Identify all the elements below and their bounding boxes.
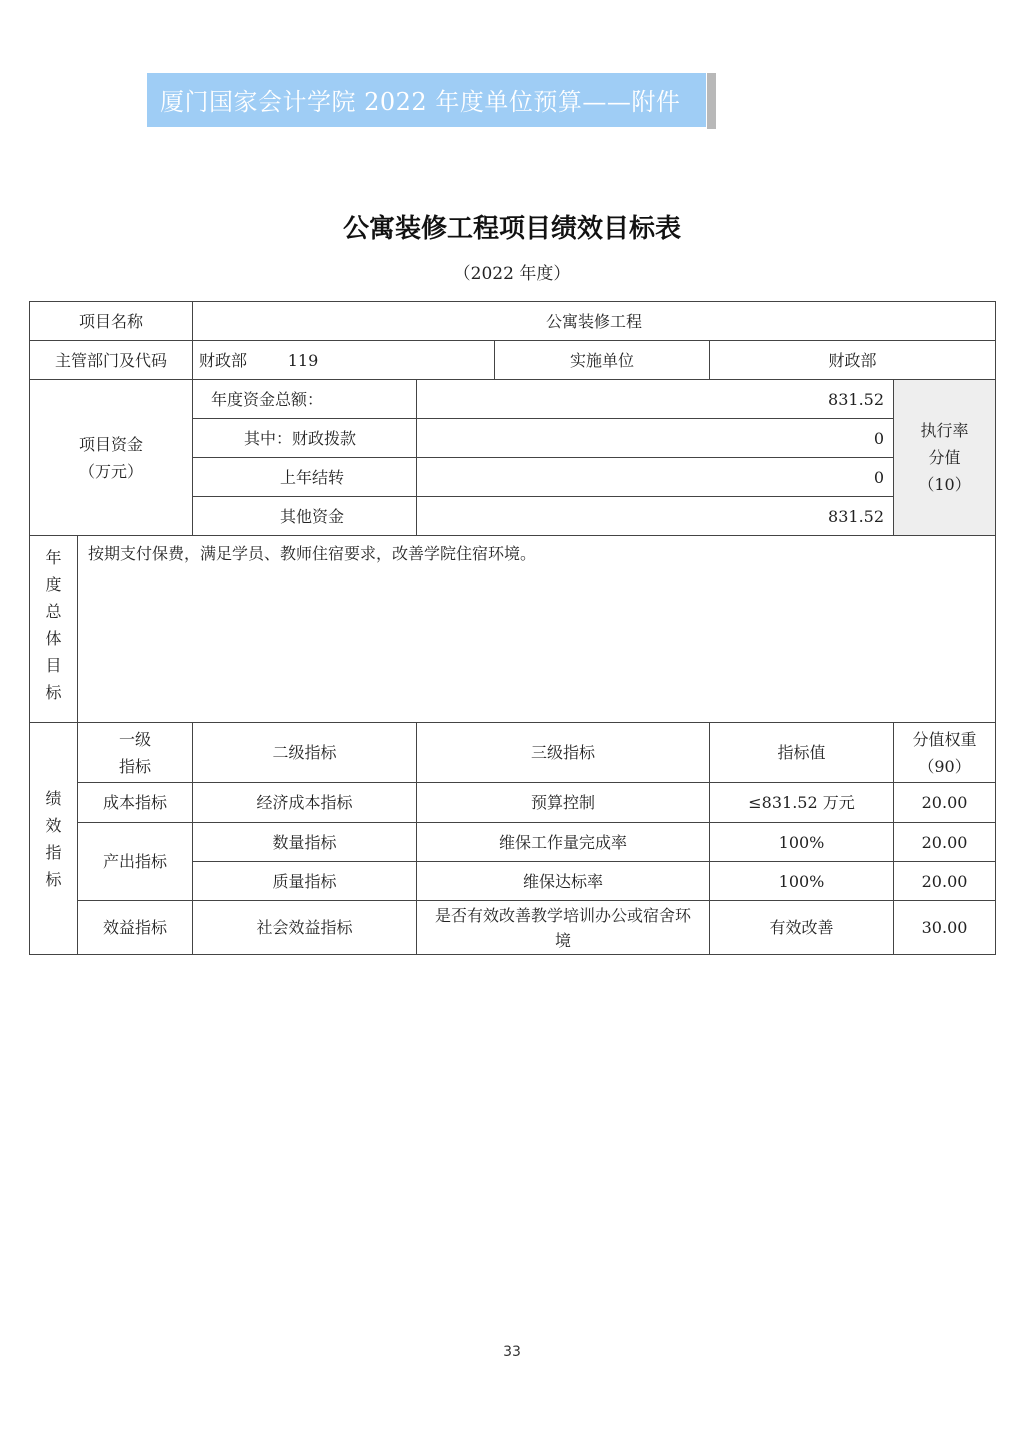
funds-other-value: 831.52: [417, 497, 894, 536]
row-level2: 数量指标: [193, 823, 417, 862]
annual-goal-row: [30, 536, 996, 723]
funds-carryover-label: 上年结转: [193, 458, 417, 497]
header-level1-line1: 一级: [119, 729, 152, 749]
row-level3: [417, 901, 710, 955]
header-weight-line2: （90）: [918, 756, 971, 776]
department-row: [30, 341, 996, 380]
project-funds-label: [30, 380, 193, 536]
header-banner-accent-bar: [707, 73, 716, 129]
table-row: [30, 901, 996, 955]
funds-fiscal-label: 其中：财政拨款: [193, 419, 417, 458]
annual-goal-label-text: 年度总体目标: [45, 548, 62, 702]
execution-rate-score: [894, 380, 996, 536]
annual-goal-label: [30, 536, 78, 723]
row-value: 有效改善: [710, 901, 894, 955]
row-level2: 质量指标: [193, 862, 417, 901]
implementing-unit-value: 财政部: [710, 341, 996, 380]
header-level1: [78, 723, 193, 783]
row-level2: 经济成本指标: [193, 783, 417, 823]
performance-indicators-label-text: 绩效指标: [45, 788, 62, 889]
row-level1: 效益指标: [78, 901, 193, 955]
row-weight: 30.00: [894, 901, 996, 955]
document-subtitle: （2022 年度）: [453, 264, 571, 284]
header-banner: [147, 73, 706, 127]
performance-indicators-label: [30, 723, 78, 955]
execution-rate-line1: 执行率: [920, 421, 969, 440]
row-value: 100%: [710, 823, 894, 862]
funds-total-value: 831.52: [417, 380, 894, 419]
row-level2: 社会效益指标: [193, 901, 417, 955]
row-level3-line1: 是否有效改善教学培训办公或宿舍环: [435, 905, 692, 925]
header-level1-line2: 指标: [119, 756, 152, 776]
row-level3: 维保工作量完成率: [417, 823, 710, 862]
page-number: 33: [503, 1344, 521, 1360]
header-weight-line1: 分值权重: [912, 729, 977, 749]
execution-rate-line2: 分值: [928, 448, 961, 467]
row-level3: 维保达标率: [417, 862, 710, 901]
header-level3: 三级指标: [417, 723, 710, 783]
funds-row: [30, 380, 996, 419]
row-level1: 产出指标: [78, 823, 193, 901]
header-level2: 二级指标: [193, 723, 417, 783]
table-row: [30, 783, 996, 823]
document-title: 公寓装修工程项目绩效目标表: [342, 214, 681, 244]
project-funds-label-line2: （万元）: [79, 461, 144, 481]
funds-other-label: 其他资金: [193, 497, 417, 536]
row-weight: 20.00: [894, 783, 996, 823]
row-level1: 成本指标: [78, 783, 193, 823]
row-weight: 20.00: [894, 862, 996, 901]
row-weight: 20.00: [894, 823, 996, 862]
project-name-label: 项目名称: [30, 302, 193, 341]
project-name-row: [30, 302, 996, 341]
department-label: 主管部门及代码: [30, 341, 193, 380]
row-level3: 预算控制: [417, 783, 710, 823]
header-indicator-value: 指标值: [710, 723, 894, 783]
project-name-value: 公寓装修工程: [193, 302, 996, 341]
project-funds-label-line1: 项目资金: [79, 434, 144, 454]
header-banner-text: 厦门国家会计学院 2022 年度单位预算——附件: [160, 88, 681, 116]
annual-goal-text: 按期支付保费，满足学员、教师住宿要求，改善学院住宿环境。: [78, 536, 996, 723]
funds-total-label: 年度资金总额：: [193, 380, 417, 419]
funds-fiscal-value: 0: [417, 419, 894, 458]
row-value: 100%: [710, 862, 894, 901]
execution-rate-line3: （10）: [918, 475, 971, 494]
funds-carryover-value: 0: [417, 458, 894, 497]
department-value: 财政部 119: [193, 341, 495, 380]
header-weight: [894, 723, 996, 783]
performance-target-table: [29, 301, 996, 955]
row-level3-line2: 境: [555, 930, 572, 950]
row-value: ≤831.52 万元: [710, 783, 894, 823]
table-row: [30, 823, 996, 862]
implementing-unit-label: 实施单位: [495, 341, 710, 380]
indicator-header-row: [30, 723, 996, 783]
